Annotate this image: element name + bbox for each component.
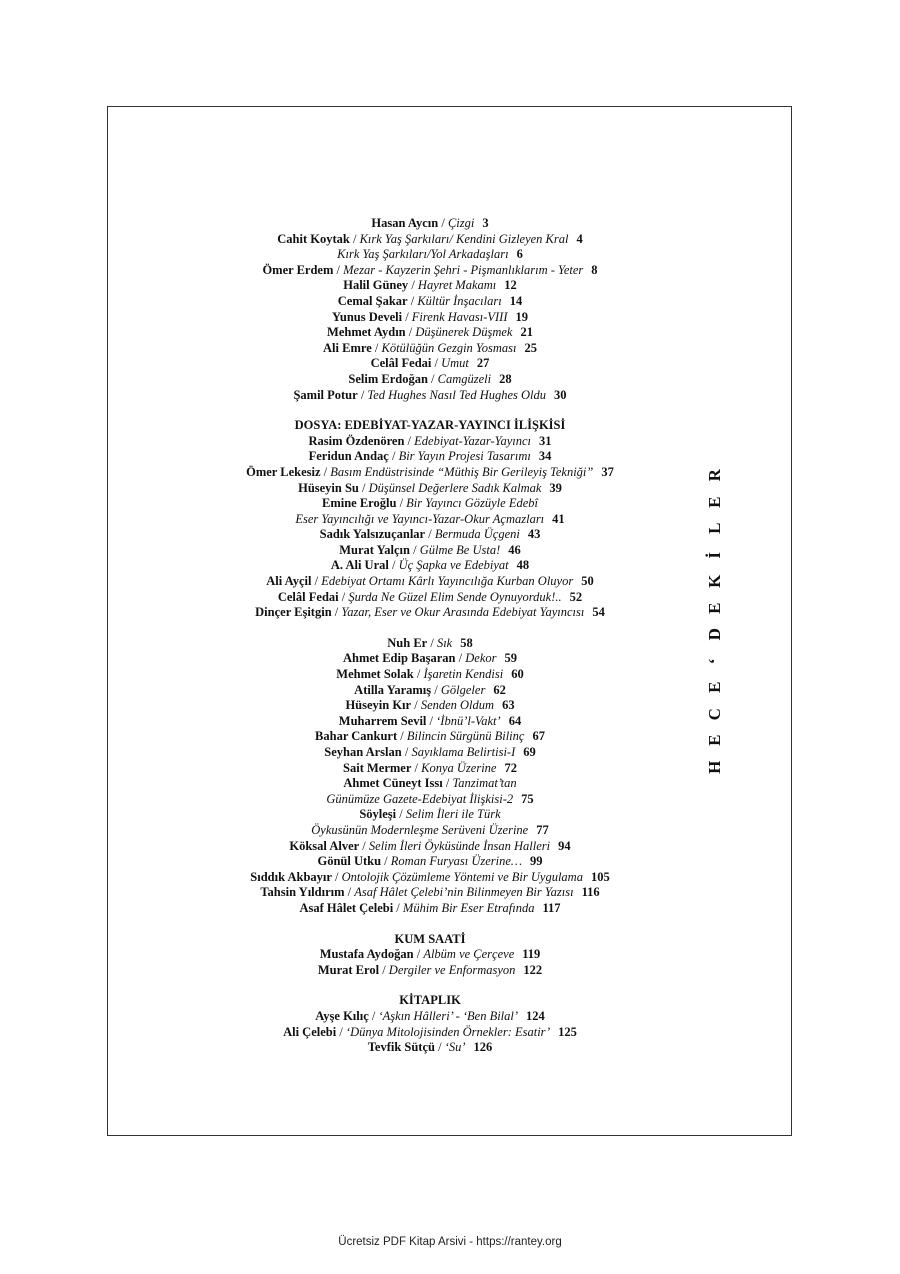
side-title-letter: C: [704, 707, 724, 720]
toc-entry: [180, 870, 680, 886]
toc-entry: [180, 278, 680, 294]
side-title-letter: E: [704, 602, 724, 614]
entry-author: Bahar Cankurt: [315, 729, 398, 744]
toc-entry: [180, 388, 680, 404]
entry-page-number: 34: [538, 449, 552, 464]
entry-author: Köksal Alver: [289, 838, 360, 853]
toc-entry: [180, 947, 680, 963]
entry-title: Kötülüğün Gezgin Yosması: [381, 340, 517, 355]
entry-separator: /: [411, 760, 422, 775]
entry-page-number: 63: [502, 698, 515, 713]
toc-entry: [180, 651, 680, 667]
entry-title: ‘İbnü’l-Vakt’: [436, 713, 501, 728]
entry-page-number: 46: [508, 542, 521, 557]
entry-title: Umut: [441, 356, 469, 371]
entry-author: Mehmet Solak: [336, 667, 414, 682]
entry-title: Öykusünün Modernleşme Serüveni Üzerine: [311, 822, 529, 837]
entry-page-number: 117: [542, 900, 561, 915]
entry-separator: /: [333, 262, 344, 277]
entry-separator: /: [379, 962, 389, 977]
entry-separator: /: [401, 745, 412, 759]
entry-title: Üç Şapka ve Edebiyat: [398, 558, 509, 573]
entry-separator: /: [396, 496, 407, 511]
toc-entry: [180, 465, 680, 481]
entry-author: Hasan Aycın: [371, 216, 439, 230]
toc-entry: [180, 481, 680, 497]
entry-page-number: 75: [521, 791, 534, 806]
entry-separator: /: [413, 667, 424, 682]
entry-title: Yazar, Eser ve Okur Arasında Edebiyat Yayıncısı: [341, 605, 585, 620]
entry-author: Yunus Develi: [332, 309, 403, 324]
entry-author: Ali Çelebi: [283, 1024, 337, 1039]
entry-author: Sait Mermer: [343, 760, 412, 775]
entry-author: Ali Ayçil: [266, 574, 312, 589]
entry-page-number: 19: [515, 309, 528, 324]
entry-separator: /: [442, 776, 453, 791]
entry-separator: /: [397, 729, 407, 744]
entry-separator: /: [371, 340, 382, 355]
toc-entry: [180, 761, 680, 777]
section-heading: DOSYA: EDEBİYAT-YAZAR-YAYINCI İLİŞKİSİ: [294, 418, 566, 433]
entry-title: Kırk Yaş Şarkıları/ Kendini Gizleyen Kral: [359, 231, 569, 246]
side-title-letter: L: [704, 522, 724, 534]
entry-separator: /: [311, 574, 322, 589]
entry-title: Firenk Havası-VIII: [411, 309, 508, 324]
toc-entry: [180, 636, 680, 652]
entry-page-number: 116: [581, 885, 600, 900]
entry-author: Cemal Şakar: [337, 293, 408, 308]
toc-entry: [180, 1025, 680, 1041]
entry-separator: /: [396, 807, 406, 822]
entry-separator: /: [438, 216, 448, 230]
side-title-letter: R: [704, 469, 724, 482]
toc-entry: [180, 247, 680, 263]
entry-separator: /: [404, 433, 415, 448]
entry-separator: /: [331, 605, 342, 620]
entry-title: Kültür İnşacıları: [417, 293, 502, 308]
toc-entry: [180, 963, 680, 979]
entry-separator: /: [434, 1040, 445, 1055]
entry-title: Ted Hughes Nasıl Ted Hughes Oldu: [367, 387, 547, 402]
entry-author: Ömer Erdem: [262, 262, 334, 277]
entry-separator: /: [388, 449, 399, 464]
toc-entry: [180, 434, 680, 450]
entry-page-number: 124: [526, 1008, 545, 1023]
entry-page-number: 30: [554, 387, 567, 402]
section-gap: [180, 403, 680, 418]
entry-title: Senden Oldum: [420, 698, 495, 713]
entry-separator: /: [413, 947, 424, 962]
table-of-contents: [180, 216, 680, 1056]
entry-page-number: 99: [530, 854, 543, 869]
entry-author: Mehmet Aydın: [327, 325, 406, 340]
entry-author: Celâl Fedai: [370, 356, 432, 371]
entry-page-number: 122: [523, 962, 543, 977]
toc-entry: [180, 885, 680, 901]
entry-title: İşaretin Kendisi: [423, 667, 504, 682]
entry-author: Sıddık Akbayır: [250, 869, 332, 884]
entry-author: Halil Güney: [343, 278, 409, 293]
entry-separator: /: [455, 651, 466, 666]
entry-author: Ahmet Cüneyt Issı: [343, 776, 443, 791]
entry-author: Ali Emre: [323, 340, 372, 355]
entry-author: Selim Erdoğan: [348, 371, 428, 386]
entry-title: Dekor: [465, 651, 497, 666]
entry-page-number: 119: [522, 947, 541, 962]
toc-entry: [180, 729, 680, 745]
entry-page-number: 94: [558, 838, 571, 853]
toc-entry: [180, 263, 680, 279]
toc-entry: [180, 574, 680, 590]
entry-title: Düşünsel Değerlere Sadık Kalmak: [368, 480, 542, 495]
section-gap: [180, 621, 680, 636]
entry-separator: /: [431, 356, 442, 371]
entry-page-number: 125: [558, 1024, 577, 1039]
toc-entry: [180, 512, 680, 528]
entry-separator: /: [405, 325, 416, 340]
entry-title: Konya Üzerine: [421, 760, 497, 775]
entry-page-number: 105: [590, 869, 610, 884]
entry-page-number: 60: [511, 667, 524, 682]
entry-author: Mustafa Aydoğan: [319, 947, 414, 962]
entry-title: Gülme Be Usta!: [419, 542, 501, 557]
toc-entry: [180, 310, 680, 326]
entry-author: Asaf Hâlet Çelebi: [299, 900, 394, 915]
entry-title: Gölgeler: [440, 682, 486, 697]
entry-title: Edebiyat-Yazar-Yayıncı: [414, 433, 532, 448]
toc-entry: [180, 901, 680, 917]
section-heading: KUM SAATİ: [394, 931, 466, 946]
entry-title: Asaf Hâlet Çelebi’nin Bilinmeyen Bir Yazısı: [354, 885, 574, 900]
toc-entry: [180, 605, 680, 621]
entry-page-number: 6: [516, 247, 523, 262]
entry-page-number: 27: [476, 356, 490, 371]
toc-entry: [180, 232, 680, 248]
entry-page-number: 43: [527, 527, 541, 542]
entry-page-number: 62: [493, 682, 506, 697]
entry-title: Mezar - Kayzerin Şehri - Pişmanlıklarım - Yeter: [343, 262, 584, 277]
entry-title: ‘Dünya Mitolojisinden Örnekler: Esatir’: [345, 1024, 551, 1039]
entry-title: Şurda Ne Güzel Elim Sende Oynuyorduk!..: [348, 589, 562, 604]
entry-separator: /: [409, 542, 420, 557]
entry-title: ‘Su’: [444, 1040, 466, 1055]
entry-title: Ontolojik Çözümleme Yöntemi ve Bir Uygulama: [341, 869, 583, 884]
entry-title: Bir Yayıncı Gözüyle Edebî: [406, 496, 538, 511]
side-title: [700, 462, 730, 780]
entry-page-number: 39: [549, 480, 562, 495]
entry-author: Şamil Potur: [293, 387, 358, 402]
entry-author: Hüseyin Kır: [345, 698, 412, 713]
entry-page-number: 3: [482, 216, 489, 230]
toc-entry: [180, 714, 680, 730]
toc-entry: [180, 294, 680, 310]
entry-separator: /: [349, 231, 360, 246]
entry-author: Hüseyin Su: [298, 480, 359, 495]
entry-author: Tevfik Sütçü: [367, 1040, 435, 1055]
entry-title: Edebiyat Ortamı Kârlı Yayıncılığa Kurban Oluyor: [321, 574, 574, 589]
toc-entry: [180, 496, 680, 512]
footer-text: Ücretsiz PDF Kitap Arsivi - https://rantey.org: [338, 1236, 562, 1248]
side-title-letter: K: [704, 574, 724, 588]
toc-entry: [180, 1040, 680, 1056]
entry-author: Feridun Andaç: [308, 449, 389, 464]
toc-entry: [180, 325, 680, 341]
entry-author: Ayşe Kılıç: [315, 1008, 369, 1023]
entry-title: Bir Yayın Projesi Tasarımı: [398, 449, 531, 464]
entry-separator: /: [407, 293, 418, 308]
entry-title: Mühim Bir Eser Etrafında: [402, 900, 535, 915]
entry-separator: /: [408, 278, 418, 293]
entry-separator: /: [320, 464, 331, 479]
entry-page-number: 72: [504, 760, 517, 775]
toc-entry: [180, 683, 680, 699]
toc-entry: [180, 341, 680, 357]
toc-entry: [180, 823, 680, 839]
entry-author: Söyleşi: [359, 807, 397, 822]
entry-title: Albüm ve Çerçeve: [423, 947, 515, 962]
entry-title: Çizgi: [447, 216, 475, 230]
entry-page-number: 58: [460, 635, 473, 650]
entry-title: Selim İleri ile Türk: [405, 807, 501, 822]
entry-title: Bermuda Üçgeni: [434, 527, 520, 542]
entry-title: Bilincin Sürgünü Bilinç: [406, 729, 525, 744]
entry-title: Camgüzeli: [437, 371, 492, 386]
entry-page-number: 126: [473, 1040, 493, 1055]
toc-entry: [180, 776, 680, 792]
entry-title: Hayret Makamı: [417, 278, 497, 293]
entry-separator: /: [336, 1024, 346, 1039]
entry-title: Basım Endüstrisinde “Müthiş Bir Gerileyiş Tekniği”: [330, 464, 594, 479]
side-title-letter: ‘: [704, 657, 724, 664]
section-heading: KİTAPLIK: [399, 993, 461, 1008]
entry-title: Kırk Yaş Şarkıları/Yol Arkadaşları: [337, 247, 509, 262]
side-title-letter: E: [704, 681, 724, 693]
entry-separator: /: [427, 371, 438, 386]
entry-author: Rasim Özdenören: [308, 433, 405, 448]
section-gap: [180, 978, 680, 993]
toc-entry: [180, 449, 680, 465]
entry-page-number: 77: [536, 822, 549, 837]
entry-page-number: 52: [569, 589, 583, 604]
entry-separator: /: [393, 900, 403, 915]
toc-entry: [180, 745, 680, 761]
entry-author: Gönül Utku: [317, 854, 382, 869]
entry-page-number: 21: [520, 325, 533, 340]
entry-title: Tanzimat’tan: [452, 776, 517, 791]
entry-author: Dinçer Eşitgin: [255, 605, 332, 620]
entry-title: Eser Yayıncılığı ve Yayıncı-Yazar-Okur Açmazları: [295, 511, 545, 526]
entry-page-number: 28: [499, 371, 512, 386]
toc-entry: [180, 667, 680, 683]
entry-separator: /: [368, 1008, 379, 1023]
toc-entry: [180, 558, 680, 574]
entry-author: A. Ali Ural: [330, 558, 389, 573]
entry-separator: /: [427, 635, 437, 650]
entry-separator: /: [331, 869, 342, 884]
entry-title: Düşünerek Düşmek: [415, 325, 513, 340]
entry-author: Nuh Er: [387, 635, 428, 650]
entry-author: Ahmet Edip Başaran: [342, 651, 456, 666]
entry-separator: /: [426, 713, 437, 728]
entry-separator: /: [402, 309, 412, 324]
toc-entry: [180, 527, 680, 543]
entry-title: Günümüze Gazete-Edebiyat İlişkisi-2: [326, 791, 514, 806]
entry-author: Muharrem Sevil: [338, 713, 427, 728]
entry-separator: /: [359, 838, 369, 853]
entry-title: Selim İleri Öyküsünde İnsan Halleri: [368, 838, 551, 853]
entry-author: Celâl Fedai: [277, 589, 339, 604]
toc-entry: [180, 839, 680, 855]
entry-separator: /: [344, 885, 355, 900]
entry-page-number: 31: [539, 433, 552, 448]
entry-author: Tahsin Yıldırım: [260, 885, 345, 900]
entry-page-number: 41: [552, 511, 565, 526]
entry-author: Atilla Yaramış: [354, 682, 432, 697]
entry-separator: /: [388, 558, 399, 573]
entry-author: Sadık Yalsızuçanlar: [319, 527, 426, 542]
entry-title: Sık: [436, 635, 453, 650]
entry-page-number: 25: [524, 340, 537, 355]
entry-page-number: 14: [509, 293, 523, 308]
entry-page-number: 8: [591, 262, 598, 277]
entry-separator: /: [338, 589, 349, 604]
toc-entry: [180, 1009, 680, 1025]
entry-separator: /: [358, 480, 369, 495]
side-title-letter: H: [704, 760, 724, 774]
toc-entry: [180, 356, 680, 372]
entry-title: ‘Aşkın Hâlleri’ - ‘Ben Bilal’: [378, 1008, 519, 1023]
entry-page-number: 64: [508, 713, 522, 728]
entry-author: Seyhan Arslan: [324, 745, 402, 759]
entry-page-number: 67: [532, 729, 545, 744]
side-title-letter: E: [704, 734, 724, 746]
entry-title: Sayıklama Belirtisi-I: [411, 745, 516, 759]
entry-separator: /: [411, 698, 421, 713]
toc-entry: [180, 543, 680, 559]
entry-page-number: 69: [523, 745, 536, 759]
entry-title: Roman Furyası Üzerine…: [390, 854, 523, 869]
toc-entry: [180, 854, 680, 870]
section-gap: [180, 917, 680, 932]
entry-page-number: 48: [516, 558, 530, 573]
entry-separator: /: [431, 682, 441, 697]
entry-author: Cahit Koytak: [277, 231, 350, 246]
toc-entry: [180, 216, 680, 232]
toc-entry: [180, 590, 680, 606]
toc-entry: [180, 792, 680, 808]
entry-separator: /: [425, 527, 435, 542]
side-title-letter: D: [704, 628, 724, 641]
entry-page-number: 50: [581, 574, 594, 589]
entry-author: Murat Yalçın: [339, 542, 410, 557]
entry-page-number: 12: [504, 278, 517, 293]
entry-author: Emine Eroğlu: [322, 496, 397, 511]
entry-page-number: 59: [504, 651, 517, 666]
entry-page-number: 37: [601, 464, 614, 479]
entry-title: Dergiler ve Enformasyon: [388, 962, 516, 977]
entry-separator: /: [357, 387, 368, 402]
side-title-letter: İ: [704, 551, 724, 559]
toc-entry: [180, 698, 680, 714]
entry-author: Ömer Lekesiz: [246, 464, 321, 479]
entry-separator: /: [381, 854, 391, 869]
entry-page-number: 54: [592, 605, 605, 620]
toc-entry: [180, 807, 680, 823]
side-title-letter: E: [704, 496, 724, 508]
entry-author: Murat Erol: [317, 962, 380, 977]
entry-page-number: 4: [576, 231, 583, 246]
toc-entry: [180, 372, 680, 388]
